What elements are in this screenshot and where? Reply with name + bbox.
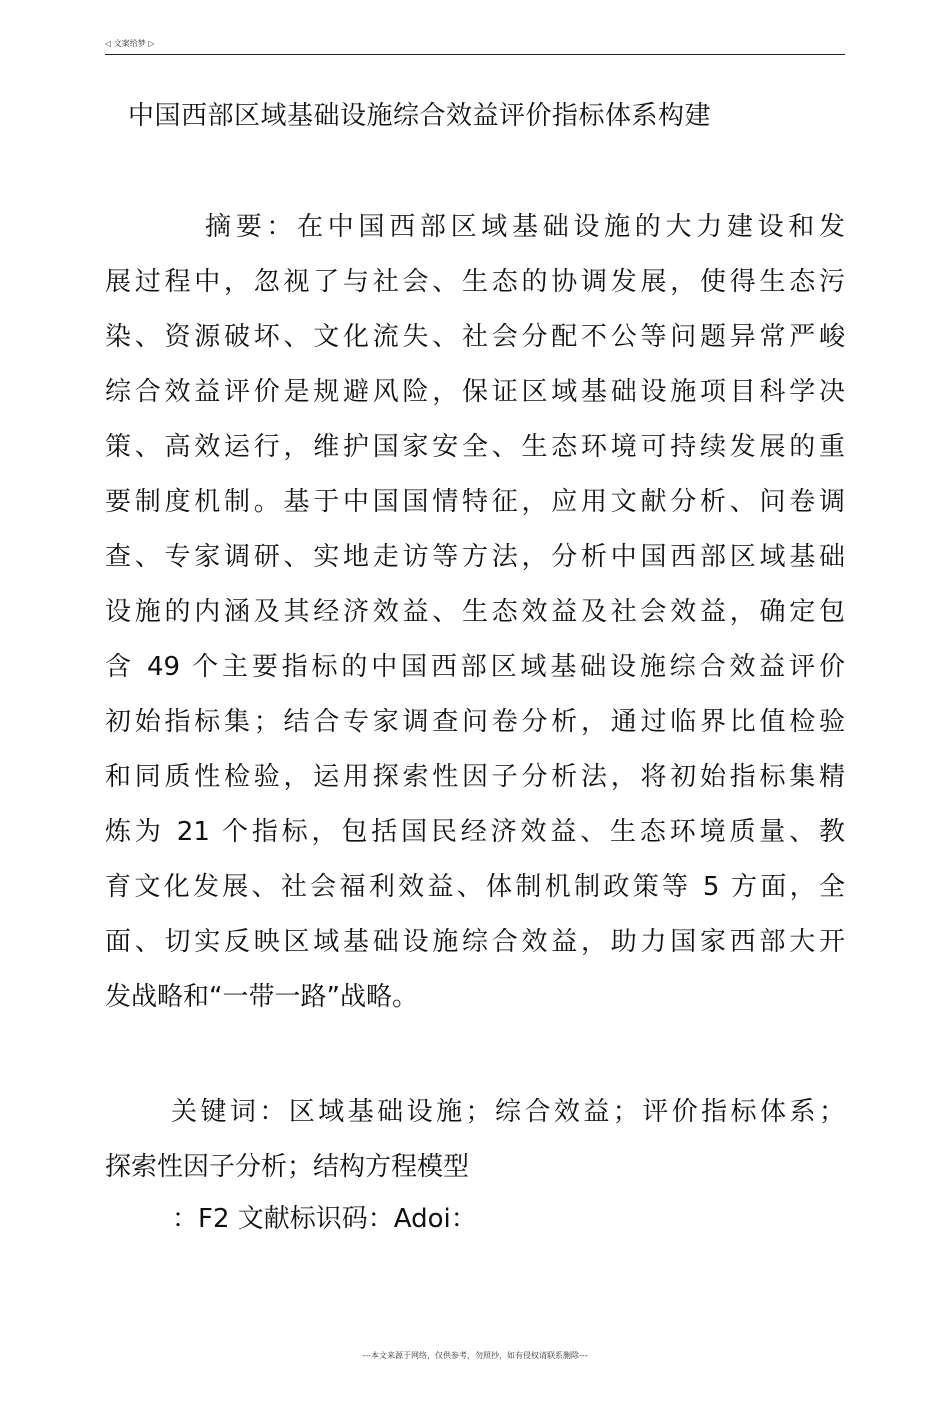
abstract-line: 染、资源破坏、文化流失、社会分配不公等问题异常严峻 — [105, 322, 845, 352]
abstract-line: 育文化发展、社会福利效益、体制机制政策等 5 方面，全 — [105, 872, 845, 902]
abstract-line: 和同质性检验，运用探索性因子分析法，将初始指标集精 — [105, 762, 845, 792]
keywords-line: 关键词：区域基础设施；综合效益；评价指标体系； — [171, 1097, 845, 1127]
abstract-paragraph — [105, 200, 845, 1025]
abstract-line: 要制度机制。基于中国国情特征，应用文献分析、问卷调 — [105, 487, 845, 517]
document-identifier: ：F2 文献标识码：Adoi： — [172, 1204, 477, 1234]
abstract-line: 含 49 个主要指标的中国西部区域基础设施综合效益评价 — [105, 652, 845, 682]
abstract-line: 策、高效运行，维护国家安全、生态环境可持续发展的重 — [105, 432, 845, 462]
abstract-line: 面、切实反映区域基础设施综合效益，助力国家西部大开 — [105, 927, 845, 957]
keywords-line: 探索性因子分析；结构方程模型 — [105, 1152, 470, 1182]
header-label: ◁ 文案给梦 ▷ — [105, 39, 155, 48]
abstract-line: 发战略和“一带一路”战略。 — [105, 982, 418, 1012]
keywords-paragraph — [105, 1085, 845, 1195]
page-header — [105, 38, 845, 55]
footer-note: ---本文来源于网络，仅供参考，勿照抄，如有侵权请联系删除--- — [362, 1351, 588, 1360]
abstract-line: 初始指标集；结合专家调查问卷分析，通过临界比值检验 — [105, 707, 845, 737]
abstract-line: 摘要：在中国西部区域基础设施的大力建设和发 — [205, 212, 845, 242]
abstract-line: 查、专家调研、实地走访等方法，分析中国西部区域基础 — [105, 542, 845, 572]
document-title: 中国西部区域基础设施综合效益评价指标体系构建 — [128, 101, 712, 131]
abstract-line: 展过程中，忽视了与社会、生态的协调发展，使得生态污 — [105, 267, 845, 297]
abstract-line: 设施的内涵及其经济效益、生态效益及社会效益，确定包 — [105, 597, 845, 627]
abstract-line: 综合效益评价是规避风险，保证区域基础设施项目科学决 — [105, 377, 845, 407]
abstract-line: 炼为 21 个指标，包括国民经济效益、生态环境质量、教 — [105, 817, 845, 847]
